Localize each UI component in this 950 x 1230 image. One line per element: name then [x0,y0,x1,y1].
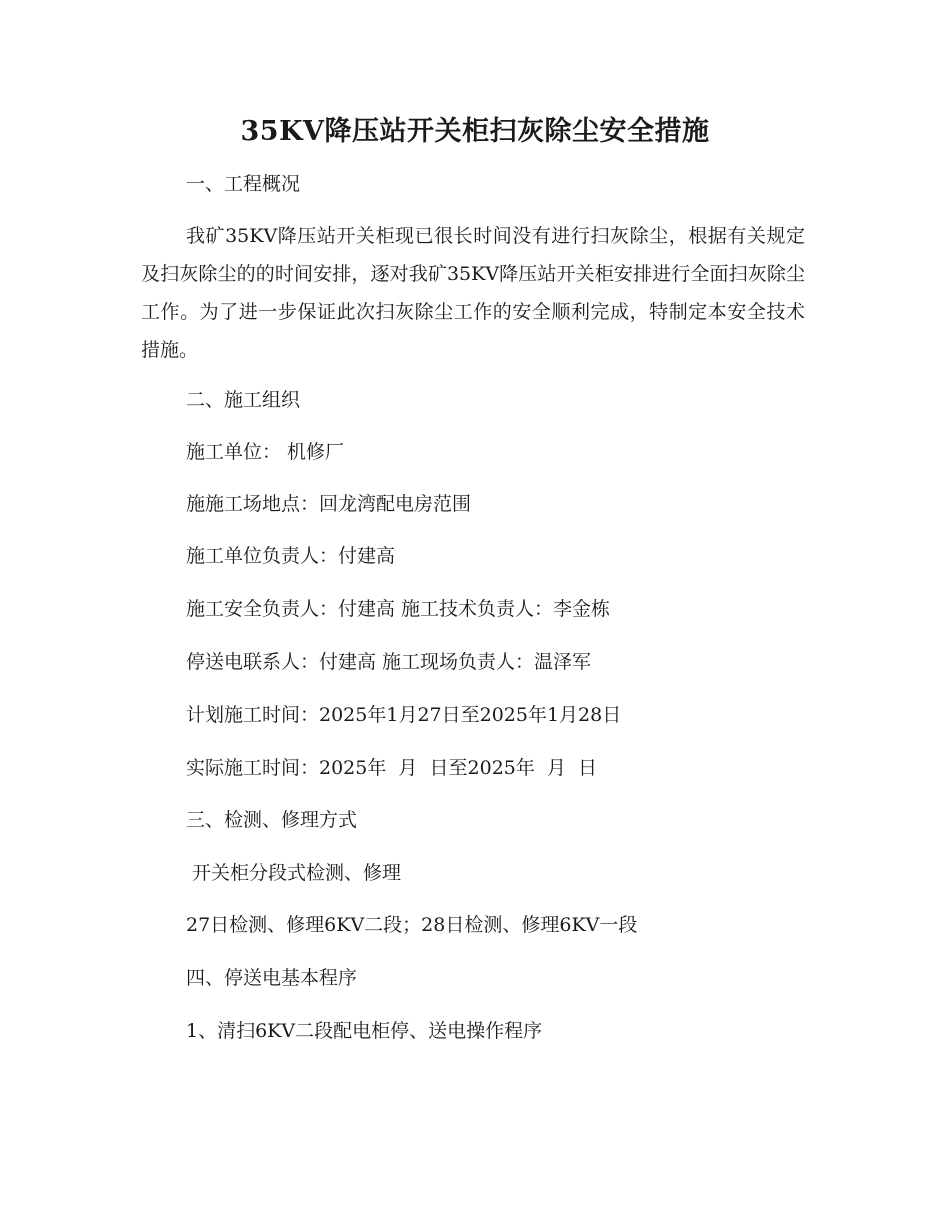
power-contact-site-leader-line: 停送电联系人：付建高 施工现场负责人：温泽军 [186,651,592,673]
safety-tech-leaders-line: 施工安全负责人：付建高 施工技术负责人：李金栋 [186,598,611,620]
section-heading-inspection: 三、检测、修理方式 [186,809,358,831]
overview-paragraph: 我矿35KV降压站开关柜现已很长时间没有进行扫灰除尘，根据有关规定及扫灰除尘的的时间安排，逐对我矿35KV降压站开关柜安排进行全面扫灰除尘工作。为了进一步保证此次扫灰除尘工作的安全顺利完成，特制定本安全技术措施。 [141,225,805,361]
inspection-method-line: 开关柜分段式检测、修理 [186,862,402,884]
actual-time-line: 实际施工时间：2025年 月 日至2025年 月 日 [186,757,598,779]
construction-site-line: 施施工场地点：回龙湾配电房范围 [186,493,472,515]
inspection-schedule-line: 27日检测、修理6KV二段；28日检测、修理6KV一段 [186,914,638,936]
document-title: 35KV降压站开关柜扫灰除尘安全措施 [240,116,710,147]
section-heading-power-procedure: 四、停送电基本程序 [186,967,358,989]
section-heading-overview: 一、工程概况 [186,173,301,195]
construction-unit-line: 施工单位： 机修厂 [186,441,345,463]
procedure-item-1: 1、清扫6KV二段配电柜停、送电操作程序 [186,1020,543,1042]
planned-time-line: 计划施工时间：2025年1月27日至2025年1月28日 [186,704,622,726]
section-heading-organization: 二、施工组织 [186,389,301,411]
unit-leader-line: 施工单位负责人：付建高 [186,545,396,567]
